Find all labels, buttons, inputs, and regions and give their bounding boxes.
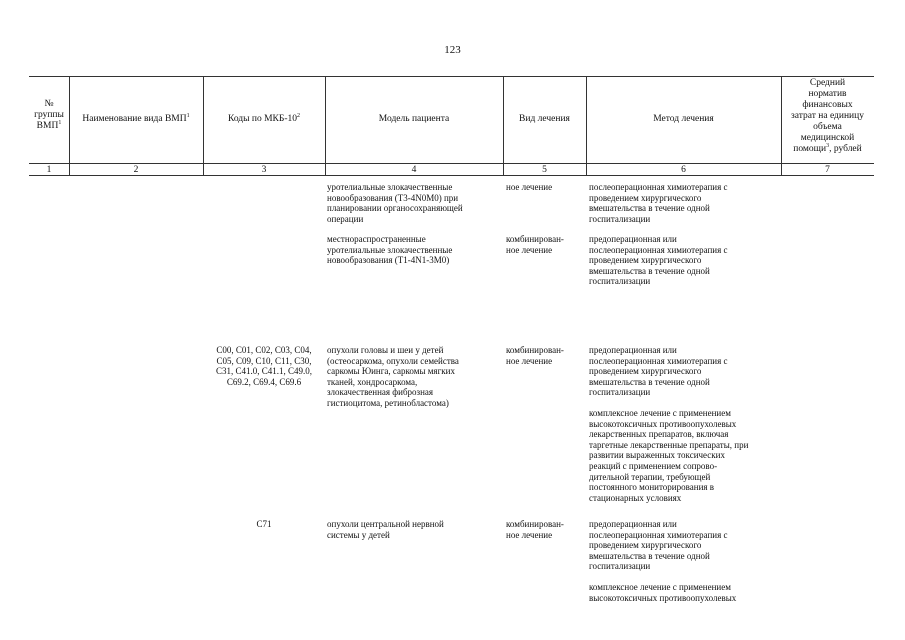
header-financial-norm: Средний норматив финансовых затрат на единицу объема медицинской помощи$^3$, рублей bbox=[791, 78, 864, 154]
row1-patient-model: уротелиальные злокачественные новообразования (T3-4N0M0) при планировании органосохраняющей операции bbox=[327, 182, 463, 224]
row2-treatment-type: комбинирован- ное лечение bbox=[506, 234, 564, 255]
row4-treatment-method-2: комплексное лечение с применением высокотоксичных противоопухолевых bbox=[589, 582, 737, 603]
col-divider-3 bbox=[325, 76, 326, 175]
row3-treatment-type: комбинирован- ное лечение bbox=[506, 345, 564, 366]
row3-treatment-method-1: предоперационная или послеоперационная химиотерапия с проведением хирургического вмешательства в течение одной госпитализации bbox=[589, 345, 728, 398]
header-treatment-type: Вид лечения bbox=[519, 114, 570, 124]
col-divider-5 bbox=[586, 76, 587, 175]
col-number-5: 5 bbox=[542, 165, 547, 175]
row2-patient-model: местнораспространенные уротелиальные злокачественные новообразования (T1-4N1-3M0) bbox=[327, 234, 453, 266]
row4-treatment-type: комбинирован- ное лечение bbox=[506, 519, 564, 540]
col-number-3: 3 bbox=[261, 165, 267, 175]
page-number: 123 bbox=[444, 44, 461, 56]
header-patient-model: Модель пациента bbox=[378, 114, 450, 124]
col-number-7: 7 bbox=[825, 165, 830, 175]
table-top-rule bbox=[29, 76, 874, 77]
col-number-2: 2 bbox=[133, 165, 139, 175]
row1-treatment-type: ное лечение bbox=[506, 182, 553, 192]
col-number-6: 6 bbox=[681, 165, 686, 175]
header-icd-codes: Коды по МКБ-$10^2$ bbox=[227, 112, 301, 124]
row4-treatment-method-1: предоперационная или послеоперационная химиотерапия с проведением хирургического вмешательства в течение одной госпитализации bbox=[589, 519, 728, 572]
col-divider-2 bbox=[203, 76, 204, 175]
header-group-number: № группы ВМП$^1$ bbox=[34, 99, 64, 131]
col-number-1: 1 bbox=[46, 165, 52, 175]
row1-treatment-method: послеоперационная химиотерапия с проведением хирургического вмешательства в течение одной госпитализации bbox=[589, 182, 728, 224]
col-number-4: 4 bbox=[411, 165, 417, 175]
header-bottom-rule bbox=[29, 163, 874, 164]
header-vmp-name: Наименование вида ВМП$^1$ bbox=[82, 112, 190, 124]
header-treatment-method: Метод лечения bbox=[653, 114, 714, 124]
row4-icd-codes: C71 bbox=[256, 519, 272, 529]
col-divider-1 bbox=[69, 76, 70, 175]
row3-patient-model: опухоли головы и шеи у детей (остеосаркома, опухоли семейства саркомы Юинга, саркомы мягких тканей, хондросаркома, злокачественная фиброзная гистиоцитома, ретинобластома) bbox=[327, 345, 459, 408]
row2-treatment-method: предоперационная или послеоперационная химиотерапия с проведением хирургического вмешательства в течение одной госпитализации bbox=[589, 234, 728, 287]
row3-icd-codes: C00, C01, C02, C03, C04, C05, C09, C10, C11, C30, C31, C41.0, C41.1, C49.0, C69.2, C69.4, C69.6 bbox=[215, 345, 312, 387]
col-divider-4 bbox=[503, 76, 504, 175]
row4-patient-model: опухоли центральной нервной системы у детей bbox=[327, 519, 444, 540]
row3-treatment-method-2: комплексное лечение с применением высокотоксичных противоопухолевых лекарственных препаратов, включая таргетные лекарственные препараты, при развитии выраженных токсических реакций с применением сопрово- дительной терапии, требующей постоянного мониторирования в стационарных условиях bbox=[589, 408, 749, 503]
